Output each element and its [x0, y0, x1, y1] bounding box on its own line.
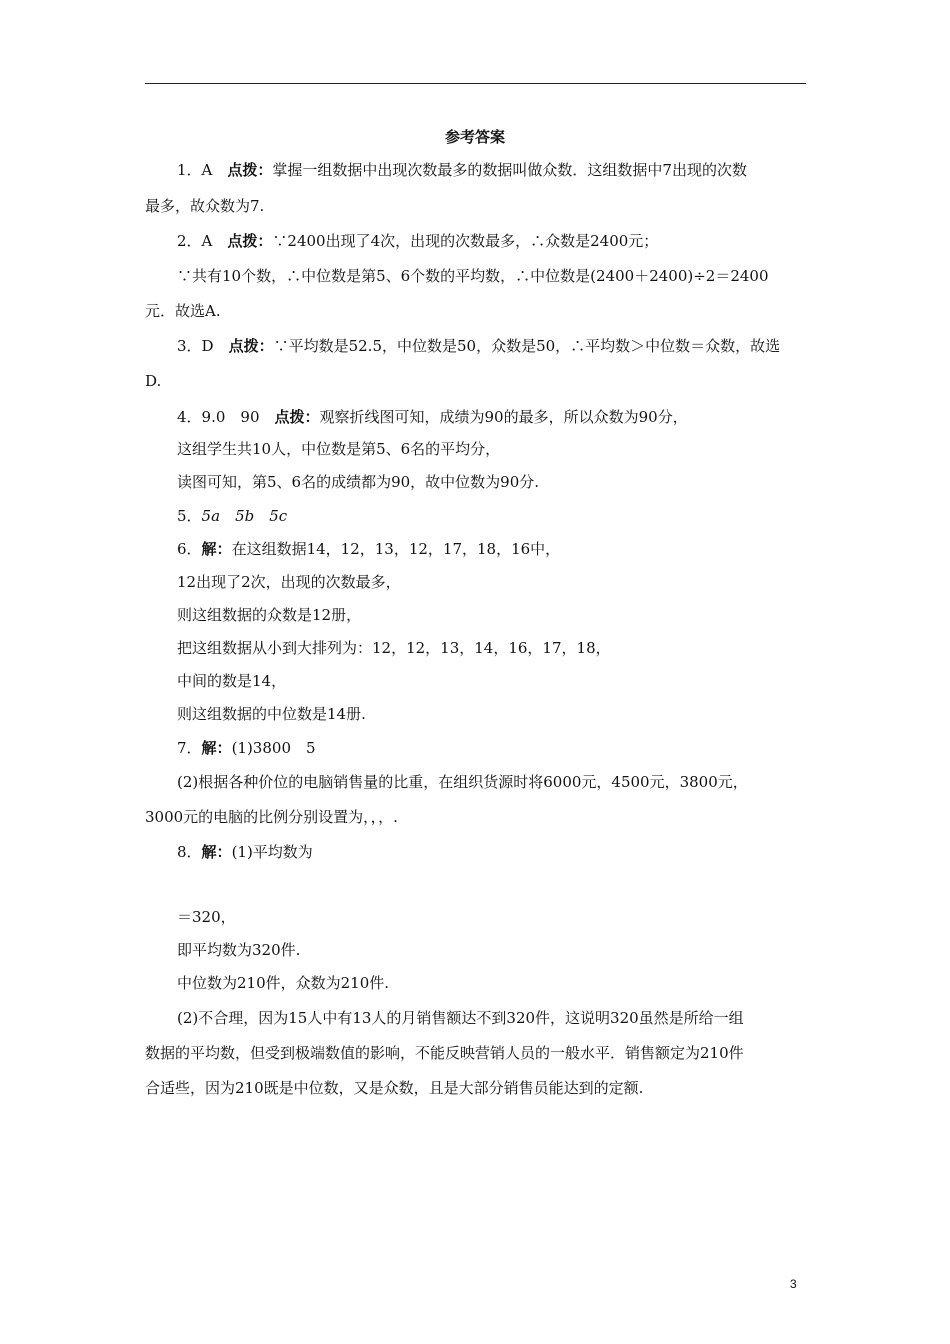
answer-3-cont: D. — [145, 372, 162, 390]
hint-label: 点拨： — [274, 408, 320, 426]
answer-6-line2: 12出现了2次，出现的次数最多， — [177, 573, 401, 591]
answer-2-line3: 元．故选A. — [145, 302, 221, 320]
answer-text: 在这组数据14，12，13，12，17，18，16中， — [231, 540, 561, 558]
answer-number: 6． — [177, 540, 202, 558]
answer-number: 8． — [177, 843, 202, 861]
answer-8-line2: ＝320， — [177, 908, 236, 926]
answer-8-line3: 即平均数为320件. — [177, 941, 301, 959]
answer-5 — [177, 506, 287, 526]
answer-text: ∵2400出现了4次，出现的次数最多，∴众数是2400元； — [272, 232, 659, 250]
answer-4-line3: 读图可知，第5、6名的成绩都为90，故中位数为90分. — [177, 473, 540, 491]
hint-label: 点拨： — [227, 232, 273, 250]
answer-number: 7． — [177, 739, 202, 757]
answer-8-line6: 数据的平均数，但受到极端数值的影响，不能反映营销人员的一般水平．销售额定为210件 — [145, 1044, 744, 1062]
answer-number: 1．A — [177, 161, 228, 179]
answer-2-line2: ∵共有10个数，∴中位数是第5、6个数的平均数，∴中位数是(2400＋2400)÷2＝2400 — [177, 267, 769, 285]
answer-8-line4: 中位数为210件，众数为210件. — [177, 974, 390, 992]
answer-8-line7: 合适些，因为210既是中位数，又是众数，且是大部分销售员能达到的定额. — [145, 1079, 644, 1097]
answer-7 — [177, 738, 316, 758]
solution-label: 解： — [201, 843, 232, 861]
answer-8-line5: (2)不合理，因为15人中有13人的月销售额达不到320件，这说明320虽然是所给一组 — [177, 1009, 744, 1027]
answer-4-line2: 这组学生共10人，中位数是第5、6名的平均分， — [177, 440, 501, 458]
answer-number: 3．D — [177, 337, 229, 355]
page-title: 参考答案 — [444, 128, 505, 146]
answer-1-cont: 最多，故众数为7. — [145, 197, 265, 215]
answer-2 — [177, 231, 658, 251]
answer-6-line5: 中间的数是14， — [177, 672, 287, 690]
answer-6-line6: 则这组数据的中位数是14册. — [177, 705, 366, 723]
answer-7-line3: 3000元的电脑的比例分别设置为，，，. — [145, 808, 398, 826]
answer-8 — [177, 842, 313, 862]
answer-6-line4: 把这组数据从小到大排列为：12，12，13，14，16，17，18， — [177, 639, 611, 657]
answer-value: 5a — [201, 507, 221, 525]
solution-label: 解： — [201, 739, 232, 757]
answer-text: 掌握一组数据中出现次数最多的数据叫做众数．这组数据中7出现的次数 — [272, 161, 747, 179]
answer-number: 5． — [177, 507, 202, 525]
answer-number: 2．A — [177, 232, 228, 250]
answer-value: 5c — [269, 507, 288, 525]
answer-7-line2: (2)根据各种价位的电脑销售量的比重，在组织货源时将6000元，4500元，3800元， — [177, 773, 748, 791]
answer-text: 观察折线图可知，成绩为90的最多，所以众数为90分， — [319, 408, 688, 426]
answer-text: (1)3800 5 — [231, 739, 316, 757]
answer-6-line3: 则这组数据的众数是12册， — [177, 606, 362, 624]
answer-4 — [177, 407, 688, 427]
answer-3 — [177, 336, 780, 356]
answer-text: ∵平均数是52.5，中位数是50，众数是50，∴平均数＞中位数＝众数，故选 — [273, 337, 781, 355]
hint-label: 点拨： — [228, 337, 274, 355]
answer-value: 5b — [235, 507, 255, 525]
answer-6 — [177, 539, 560, 559]
page-number: 3 — [790, 1277, 797, 1291]
answer-number: 4．9.0 90 — [177, 408, 275, 426]
answer-text: (1)平均数为 — [231, 843, 313, 861]
header-rule — [145, 83, 806, 84]
solution-label: 解： — [201, 540, 232, 558]
hint-label: 点拨： — [227, 161, 273, 179]
answer-1 — [177, 160, 747, 180]
